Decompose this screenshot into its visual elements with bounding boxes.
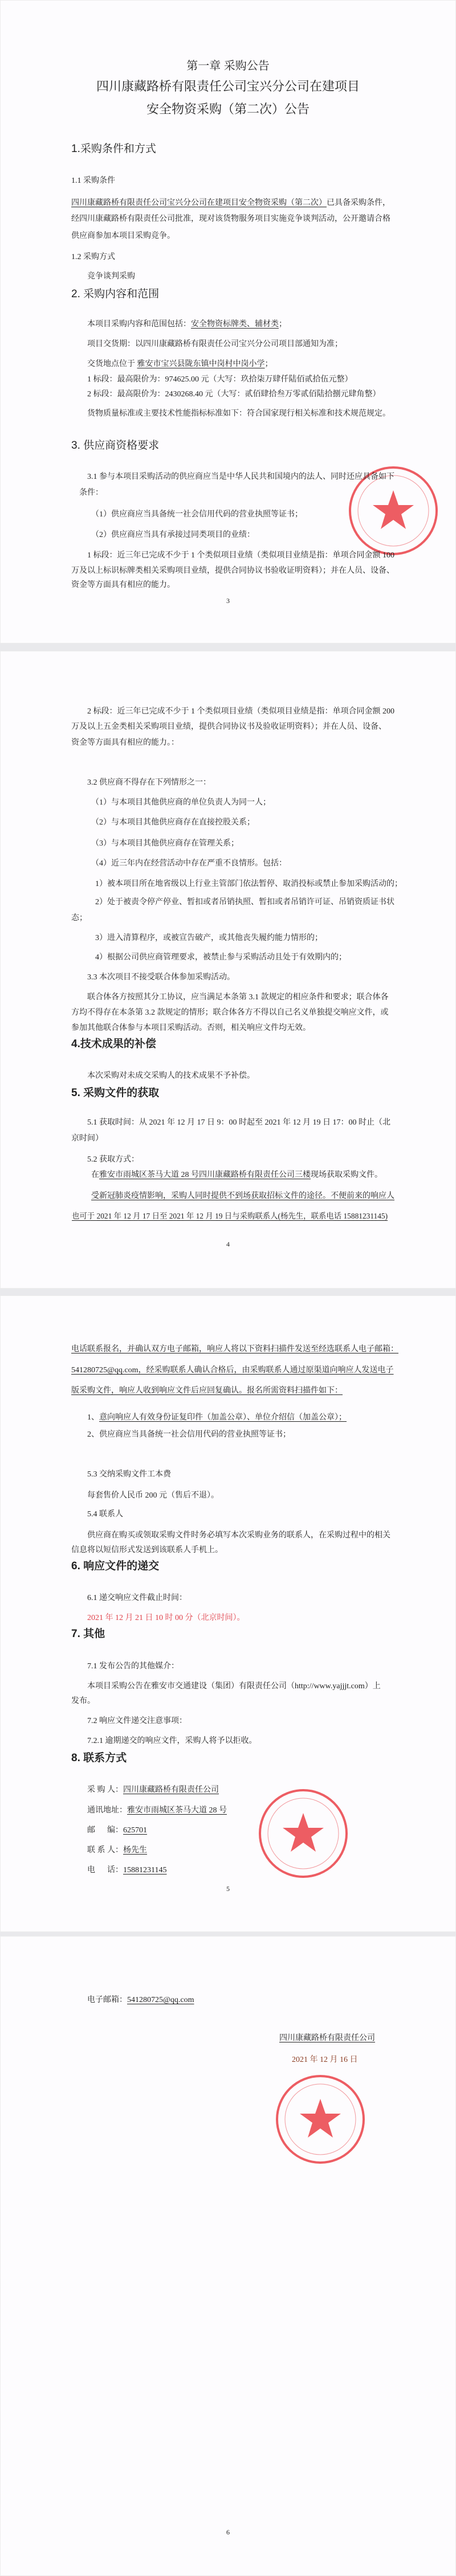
paragraph-line: 资金等方面具有相应的能力。：	[71, 739, 179, 747]
paragraph-line: 供应商在购买或领取采购文件时务必填写本次采购业务的联系人，在采购过程中的相关	[87, 1531, 390, 1540]
contact-phone	[87, 1865, 166, 1876]
section-heading-5: 5. 采购文件的获取	[71, 1087, 160, 1099]
chapter-title: 第一章 采购公告	[186, 60, 270, 72]
paragraph-line: 经四川康藏路桥有限责任公司批准，现对该货物服务项目实施竞争谈判活动，公开邀请合格	[71, 215, 390, 223]
paragraph-line	[71, 198, 390, 209]
page-number: 3	[226, 597, 230, 605]
procurement-method: 竞争谈判采购	[87, 272, 135, 281]
section-heading-2: 2. 采购内容和范围	[71, 288, 160, 300]
contact-purchaser	[87, 1785, 219, 1796]
lot2-price: 2 标段：最高限价为：2430268.40 元（大写：贰佰肆拾叁万零贰佰陆拾捌元肆角整）	[87, 390, 381, 399]
subsection-1-2: 1.2 采购方式	[71, 253, 115, 261]
text: 交货地点位于	[87, 360, 137, 368]
exclusion-3: （3）与本项目其他供应商存在管理关系；	[91, 839, 239, 848]
submission-deadline: 2021 年 12 月 21 日 10 时 00 分（北京时间）。	[87, 1614, 245, 1622]
page-4	[0, 1936, 456, 2576]
subsection-6-1: 6.1 递交响应文件截止时间：	[87, 1594, 187, 1602]
paragraph-line: 也可于 2021 年 12 月 17 日至 2021 年 12 月 19 日与采购联系人(杨先生，联系电话 15881231145)	[72, 1212, 388, 1220]
label: 联 系 人：	[87, 1846, 123, 1855]
paragraph-line: 本项目采购公告在雅安市交通建设（集团）有限责任公司（http://www.yajjjt.com）上	[87, 1682, 381, 1691]
star-icon	[283, 1813, 324, 1852]
paragraph-line: 1 标段：近三年已完成不少于 1 个类似项目业绩（类似项目业绩是指：单项合同金额 100	[87, 551, 394, 560]
section-heading-7: 7. 其他	[71, 1628, 105, 1640]
subsection-5-2: 5.2 获取方式：	[87, 1155, 139, 1164]
signer-company: 四川康藏路桥有限责任公司	[279, 2034, 375, 2042]
contact-postcode	[87, 1825, 147, 1836]
acquisition-time: 5.1 获取时间：从 2021 年 12 月 17 日 9：00 时起至 2021 年 12 月 19 日 17：00 时止（北	[87, 1118, 390, 1127]
subsection-7-2-1: 7.2.1 逾期递交的响应文件，采购人将予以拒收。	[87, 1737, 257, 1745]
required-doc-1	[87, 1412, 347, 1424]
seal-graphic	[274, 2073, 367, 2166]
email-value: 541280725@qq.com	[127, 1996, 194, 2004]
company-seal	[256, 1787, 350, 1880]
value: 杨先生	[123, 1846, 147, 1855]
contact-email	[87, 1995, 194, 2006]
page-1	[0, 0, 456, 643]
exclusion-2: （2）与本项目其他供应商存在直接控股关系；	[91, 818, 255, 827]
exclusion-4: （4）近三年内在经营活动中存在严重不良情形。包括：	[91, 859, 287, 868]
delivery-place-value: 雅安市宝兴县陇东镇中岗村中岗小学	[137, 360, 265, 368]
value: 625701	[123, 1826, 147, 1835]
exclusion-4-1: 1）被本项目所在地省级以上行业主管部门依法暂停、取消投标或禁止参加采购活动的；	[95, 880, 402, 888]
page-number: 4	[226, 1240, 230, 1248]
contact-person	[87, 1845, 147, 1856]
seal-graphic	[256, 1787, 350, 1880]
paragraph-line: 受新冠肺炎疫情影响，采购人同时提供不到场获取招标文件的途径。不便前来的响应人	[91, 1192, 394, 1200]
delivery-place	[87, 359, 273, 370]
delivery-period: 项目交货期：以四川康藏路桥有限责任公司宝兴分公司项目部通知为准；	[87, 340, 343, 348]
acquisition-place	[91, 1170, 382, 1181]
paragraph-line: 条件：	[79, 489, 103, 497]
exclusion-4-2: 2）处于被责令停产停业、暂扣或者吊销执照、暂扣或者吊销许可证、吊销资质证书状	[95, 898, 394, 906]
value: 雅安市雨城区茶马大道 28 号	[127, 1806, 227, 1815]
section-heading-3: 3. 供应商资格要求	[71, 440, 160, 452]
exclusion-4-4: 4）根据公司供应商管理要求，被禁止参与采购活动且处于有效期内的；	[95, 953, 347, 962]
subsection-7-2: 7.2 响应文件递交注意事项：	[87, 1717, 187, 1725]
label: 电子邮箱：	[87, 1996, 127, 2004]
paragraph-line: 万及以上五金类相关采购项目业绩，提供合同协议书及验收证明资料）；并在人员、设备、	[71, 723, 386, 731]
lot1-price: 1 标段：最高限价为：974625.00 元（大写：玖拾柒万肆仟陆佰贰拾伍元整）	[87, 375, 353, 384]
paragraph-line: 方均不得存在本条第 3.2 款规定的情形；联合体各方不得以自己名义单独提交响应文件，或	[71, 1008, 389, 1017]
text: 在	[91, 1171, 99, 1179]
paragraph-line: 541280725@qq.com，经采购联系人确认合格后，由采购联系人通过原渠道向响应人发送电子	[71, 1366, 394, 1375]
page-2	[0, 651, 456, 1289]
paragraph-line: 3.1 参与本项目采购活动的供应商应当是中华人民共和国境内的法人、同时还应具备如下	[87, 473, 394, 481]
company-seal	[274, 2073, 367, 2166]
label: 电 话：	[87, 1866, 123, 1874]
star-icon	[300, 2099, 341, 2138]
section-heading-4: 4.技术成果的补偿	[71, 1038, 156, 1050]
paragraph-line: 电话联系报名，并确认双方电子邮箱，响应人将以下资料扫描件发送至经选联系人电子邮箱：	[71, 1345, 398, 1353]
section-heading-8: 8. 联系方式	[71, 1752, 127, 1764]
subsection-5-4: 5.4 联系人	[87, 1510, 123, 1519]
text: ；	[264, 360, 273, 368]
section-heading-1: 1.采购条件和方式	[71, 143, 156, 155]
paragraph-line: 发布。	[71, 1697, 95, 1705]
paragraph-line: 版采购文件，响应人收到响应文件后应回复确认。报名所需资料扫描件如下：	[71, 1387, 343, 1395]
paragraph-line: 参加其他联合体参与本项目采购活动。否则，相关响应文件均无效。	[71, 1024, 311, 1032]
exclusion-4-3: 3）进入清算程序，或被宣告破产，或其他丧失履约能力情形的；	[95, 934, 323, 942]
contact-address	[87, 1805, 227, 1816]
paragraph-line: 京时间）	[71, 1134, 103, 1143]
subsection-5-3: 5.3 交纳采购文件工本费	[87, 1470, 171, 1479]
document-title-line1: 四川康藏路桥有限责任公司宝兴分公司在建项目	[96, 79, 360, 93]
paragraph-line: 信息将以短信形式发送到该联系人手机上。	[71, 1546, 223, 1554]
required-doc-2: 2、供应商应当具备统一社会信用代码的营业执照等证书；	[87, 1430, 291, 1439]
label: 采 购 人：	[87, 1786, 123, 1794]
condition-2: （2）供应商应当具有承接过同类项目的业绩：	[91, 531, 255, 539]
project-name: 四川康藏路桥有限责任公司宝兴分公司在建项目安全物资采购（第二次）	[71, 199, 327, 207]
subsection-3-3: 3.3 本次项目不接受联合体参加采购活动。	[87, 973, 235, 982]
paragraph-line: 本次采购对未成交采购人的技术成果不予补偿。	[87, 1072, 255, 1080]
paragraph-line: 万及以上标识标牌类相关采购项目业绩，提供合同协议书验收证明资料）；并在人员、设备、	[71, 567, 394, 575]
subsection-1-1: 1.1 采购条件	[71, 177, 115, 185]
text: 已具备采购条件，	[327, 199, 390, 207]
text: 意向响应人有效身份证复印件（加盖公章）、单位介绍信（加盖公章）；	[99, 1413, 347, 1422]
label: 通讯地址：	[87, 1806, 127, 1815]
text: 本项目采购内容和范围包括：	[87, 320, 191, 329]
text: 1、	[87, 1413, 99, 1422]
acquisition-address: 雅安市雨城区茶马大道 28 号四川康藏路桥有限责任公司三楼	[99, 1171, 311, 1179]
exclusion-1: （1）与本项目其他供应商的单位负责人为同一人；	[91, 798, 271, 807]
quality-standard: 货物质量标准或主要技术性能指标标准如下：符合国家现行相关标准和技术规范规定。	[87, 409, 390, 418]
signature-date: 2021 年 12 月 16 日	[292, 2056, 358, 2064]
page-3	[0, 1295, 456, 1932]
scope-line	[87, 319, 287, 330]
subsection-7-1: 7.1 发布公告的其他媒介：	[87, 1662, 179, 1671]
page-number: 6	[226, 2528, 230, 2536]
subsection-3-2: 3.2 供应商不得存在下列情形之一：	[87, 778, 211, 787]
value: 四川康藏路桥有限责任公司	[123, 1786, 219, 1794]
page-number: 5	[226, 1885, 230, 1893]
text: ；	[279, 320, 287, 329]
document-fee: 每套售价人民币 200 元（售后不退）。	[87, 1491, 219, 1500]
paragraph-line: 态；	[71, 914, 87, 922]
paragraph-line: 资金等方面具有相应的能力。	[71, 581, 175, 589]
label: 邮 编：	[87, 1826, 123, 1835]
text: 现场获取采购文件。	[311, 1171, 382, 1179]
paragraph-line: 供应商参加本项目采购竞争。	[71, 232, 175, 240]
star-icon	[373, 490, 414, 529]
value: 15881231145	[123, 1866, 167, 1874]
paragraph-line: 2 标段：近三年已完成不少于 1 个类似项目业绩（类似项目业绩是指：单项合同金额 200	[87, 707, 394, 716]
section-heading-6: 6. 响应文件的递交	[71, 1560, 160, 1572]
condition-1: （1）供应商应当具备统一社会信用代码的营业执照等证书；	[91, 510, 303, 519]
paragraph-line: 联合体各方按照其分工协议，应当满足本条第 3.1 款规定的相应条件和要求；联合体各	[87, 993, 389, 1002]
document-title-line2: 安全物资采购（第二次）公告	[146, 102, 310, 116]
scope-value: 安全物资标牌类、辅材类	[191, 320, 279, 329]
